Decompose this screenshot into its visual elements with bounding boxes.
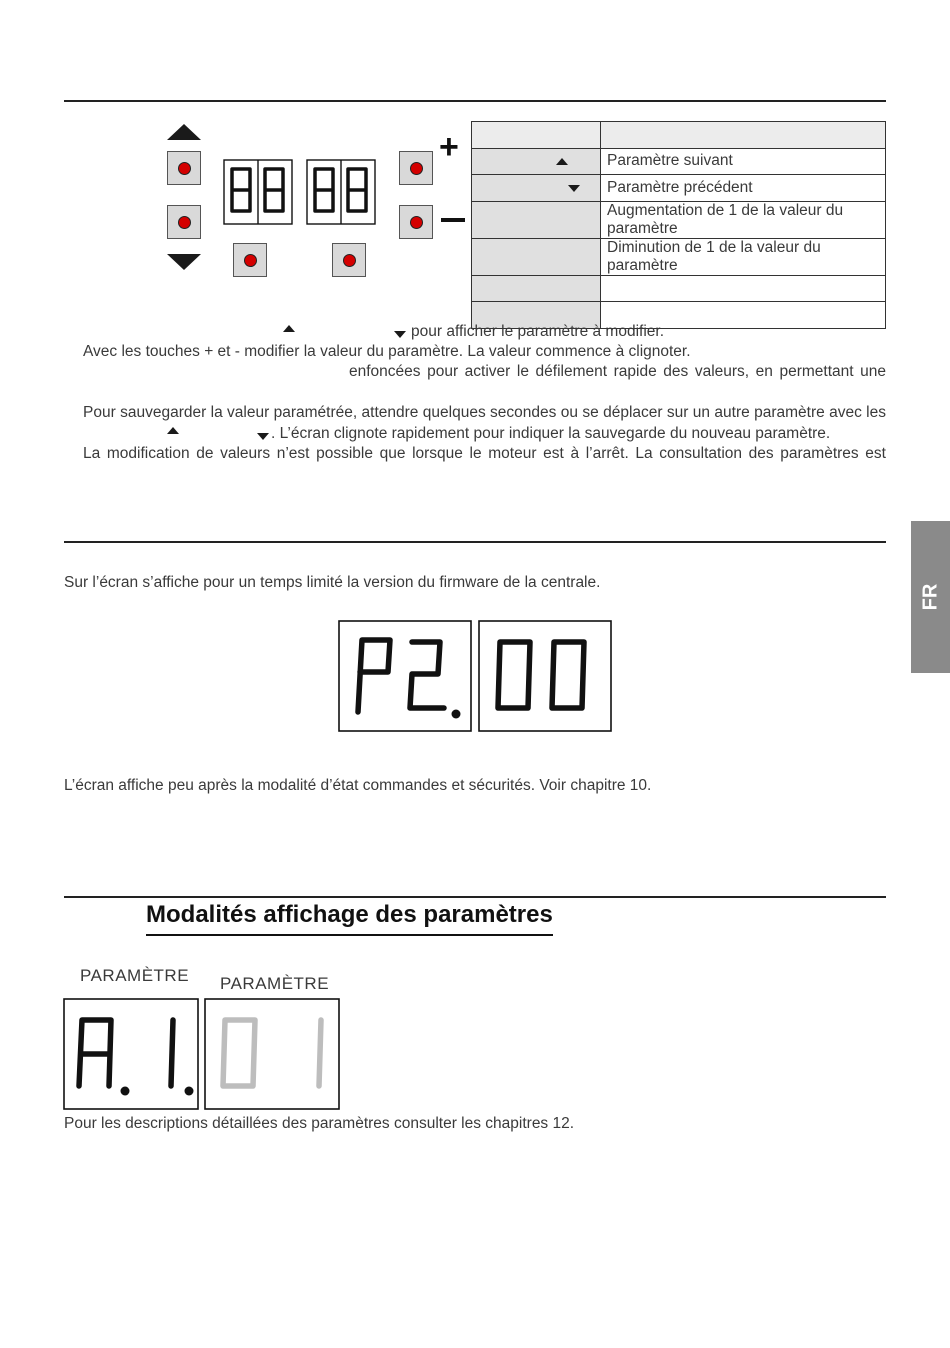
menu-button-left[interactable]: [233, 243, 267, 277]
up-triangle-icon: [556, 158, 568, 165]
table-key-cell: [472, 201, 601, 238]
parameter-footer-text: Pour les descriptions détaillées des paramètres consulter les chapitres 12.: [64, 1115, 575, 1132]
firmware-after-text: L’écran affiche peu après la modalité d’état commandes et sécurités. Voir chapitre 10.: [64, 777, 652, 794]
down-triangle-icon: [394, 331, 406, 338]
instruction-line-4: Pour sauvegarder la valeur paramétrée, attendre quelques secondes ou se déplacer sur un autre paramètre avec les: [83, 404, 886, 421]
language-tab: [911, 521, 950, 673]
instruction-line-6: La modification de valeurs n’est possible que lorsque le moteur est à l’arrêt. La consultation des paramètres est: [83, 445, 886, 462]
table-row: [472, 175, 886, 202]
up-button[interactable]: [167, 151, 201, 185]
table-row: [472, 148, 886, 175]
table-desc-cell: [601, 275, 886, 302]
menu-button-right[interactable]: [332, 243, 366, 277]
down-arrow-icon: [167, 254, 201, 270]
plus-icon: +: [439, 128, 459, 166]
minus-button[interactable]: [399, 205, 433, 239]
table-desc-cell: Paramètre précédent: [601, 175, 886, 202]
plus-button[interactable]: [399, 151, 433, 185]
section-rule: [64, 896, 886, 898]
display-88-88: [223, 159, 377, 225]
firmware-text: Sur l’écran s’affiche pour un temps limité la version du firmware de la centrale.: [64, 574, 601, 591]
parameter-display: [63, 998, 340, 1111]
down-triangle-icon: [257, 433, 269, 440]
keypad-function-table: [471, 121, 886, 329]
top-rule: [64, 100, 886, 102]
table-row: [472, 238, 886, 275]
up-triangle-icon: [283, 325, 295, 332]
table-desc-cell: Augmentation de 1 de la valeur du paramètre: [601, 201, 886, 238]
firmware-display: [338, 620, 612, 732]
section-rule: [64, 541, 886, 543]
instruction-line-5: . L’écran clignote rapidement pour indiquer la sauvegarde du nouveau paramètre.: [271, 425, 831, 442]
instruction-line-3: enfoncées pour activer le défilement rapide des valeurs, en permettant une: [349, 363, 886, 380]
table-desc-cell: Paramètre suivant: [601, 148, 886, 175]
parameter-caption-left: PARAMÈTRE: [80, 966, 190, 985]
up-arrow-icon: [167, 124, 201, 140]
instruction-line-1: pour afficher le paramètre à modifier.: [411, 323, 665, 340]
table-desc-cell: Diminution de 1 de la valeur du paramètre: [601, 238, 886, 275]
down-triangle-icon: [568, 185, 580, 192]
table-key-cell: [472, 238, 601, 275]
down-button[interactable]: [167, 205, 201, 239]
up-triangle-icon: [167, 427, 179, 434]
table-key-cell: [472, 148, 601, 175]
table-key-cell: [472, 122, 601, 149]
table-row: [472, 275, 886, 302]
section-title: Modalités affichage des paramètres: [146, 901, 553, 936]
instruction-line-2: Avec les touches + et - modifier la valeur du paramètre. La valeur commence à clignoter.: [83, 343, 691, 360]
table-key-cell: [472, 275, 601, 302]
minus-icon: [441, 218, 465, 222]
language-tab-label: FR: [919, 583, 941, 611]
table-row: [472, 201, 886, 238]
table-desc-cell: [601, 122, 886, 149]
parameter-caption-right: PARAMÈTRE: [220, 974, 330, 993]
table-key-cell: [472, 175, 601, 202]
table-row: [472, 122, 886, 149]
